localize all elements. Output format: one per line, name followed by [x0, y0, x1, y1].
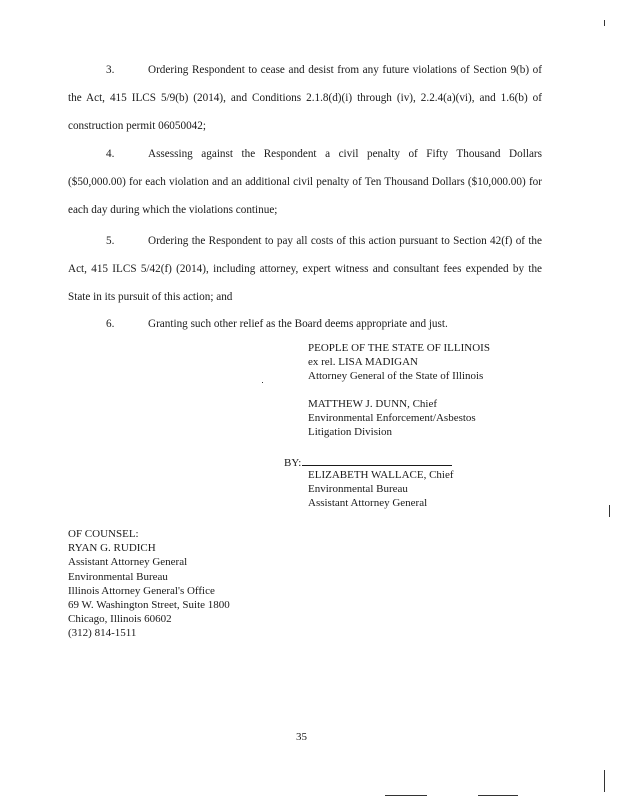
paragraph-6-number: 6.: [106, 318, 115, 330]
counsel-street: 69 W. Washington Street, Suite 1800: [68, 599, 230, 612]
chief-division-line-1: Environmental Enforcement/Asbestos: [308, 412, 476, 425]
plaintiff-line-1: PEOPLE OF THE STATE OF ILLINOIS: [308, 342, 490, 354]
signature-block: [308, 468, 454, 511]
counsel-bureau: Environmental Bureau: [68, 570, 168, 583]
plaintiff-line-3: Attorney General of the State of Illinois: [308, 370, 484, 383]
paragraph-3: [68, 56, 542, 140]
chief-division-line-2: Litigation Division: [308, 426, 393, 439]
scan-mark: [262, 382, 263, 383]
scan-mark: [604, 770, 605, 792]
counsel-title: Assistant Attorney General: [68, 556, 188, 569]
scan-mark: [609, 505, 610, 517]
scan-mark: [385, 795, 427, 796]
paragraph-3-text: Ordering Respondent to cease and desist from any future violations of Section 9(b) of the Act, 415 ILCS 5/9(b) (2014), and Conditions 2.1.8(d)(i) through (iv), 2.2.4(a)(vi), and 1.6(b) of construction permit 06050042;: [68, 64, 542, 132]
paragraph-5-number: 5.: [106, 235, 115, 247]
by-label: BY:: [284, 457, 302, 469]
plaintiff-line-2: ex rel. LISA MADIGAN: [308, 356, 418, 369]
signatory-title: Assistant Attorney General: [308, 497, 428, 510]
counsel-office: Illinois Attorney General's Office: [68, 584, 215, 597]
paragraph-4-number: 4.: [106, 148, 115, 160]
page-number: 35: [296, 731, 307, 743]
scan-mark: [604, 20, 605, 26]
of-counsel-block: [68, 527, 230, 641]
counsel-city: Chicago, Illinois 60602: [68, 613, 172, 626]
signature-rule: [302, 455, 452, 466]
paragraph-3-number: 3.: [106, 64, 115, 76]
paragraph-4: [68, 140, 542, 224]
paragraph-4-text: Assessing against the Respondent a civil penalty of Fifty Thousand Dollars ($50,000.00) for each violation and an additional civil penalty of Ten Thousand Dollars ($10,000.00) for each day during which the violations continue;: [68, 148, 542, 216]
signatory-bureau: Environmental Bureau: [308, 483, 408, 496]
counsel-name: RYAN G. RUDICH: [68, 542, 156, 555]
scan-mark: [478, 795, 518, 796]
chief-block: [308, 397, 476, 440]
paragraph-5: [68, 227, 542, 311]
signatory-name: ELIZABETH WALLACE, Chief: [308, 469, 454, 481]
plaintiff-block: [308, 341, 490, 384]
chief-name: MATTHEW J. DUNN, Chief: [308, 398, 438, 410]
paragraph-5-text: Ordering the Respondent to pay all costs of this action pursuant to Section 42(f) of the Act, 415 ILCS 5/42(f) (2014), including attorney, expert witness and consultant fees expended by the State in its pursuit of this action; and: [68, 235, 542, 303]
of-counsel-heading: OF COUNSEL:: [68, 528, 139, 540]
signature-line: [284, 455, 452, 469]
paragraph-6: [68, 310, 542, 338]
counsel-phone: (312) 814-1511: [68, 627, 137, 640]
paragraph-6-text: Granting such other relief as the Board deems appropriate and just.: [148, 318, 448, 330]
